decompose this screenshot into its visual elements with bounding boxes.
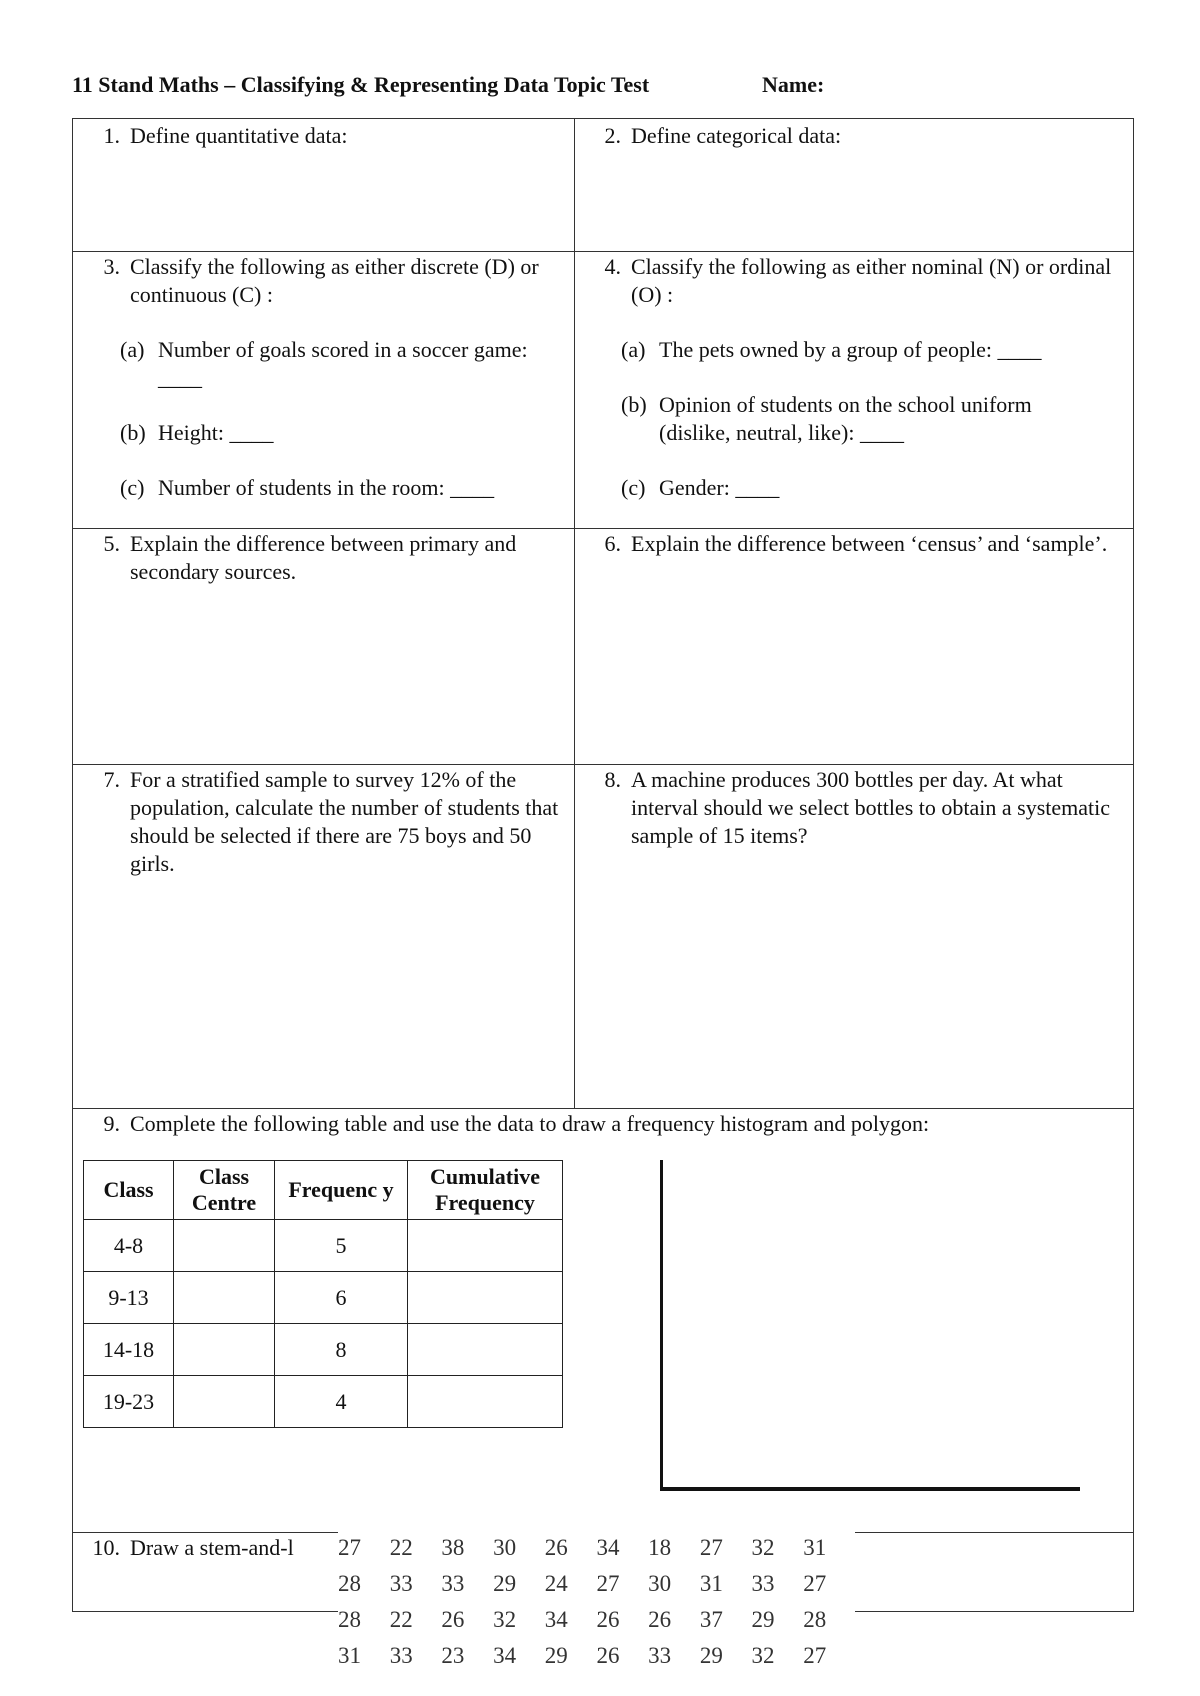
data-value: 23 [441,1643,465,1668]
stem-leaf-data-block [338,1530,855,1674]
histogram-y-axis [660,1160,663,1490]
frequency-table [83,1160,563,1428]
class-cell: 9-13 [84,1272,174,1324]
question-number: 6. [604,531,621,556]
question-3a [120,336,540,392]
question-7 [82,766,562,878]
question-text: Draw a stem-and-l [130,1535,294,1560]
class-cell: 4-8 [84,1220,174,1272]
data-value: 29 [544,1643,568,1668]
data-value: 31 [803,1535,827,1560]
class-cell: 19-23 [84,1376,174,1428]
data-value: 38 [441,1535,465,1560]
part-text: Number of goals scored in a soccer game: ____ [158,337,528,390]
part-text: Opinion of students on the school uniform (dislike, neutral, like): ____ [659,392,1032,445]
question-4 [583,253,1123,309]
data-value: 28 [338,1571,361,1596]
data-value: 28 [803,1607,827,1632]
question-4c [621,474,1091,502]
part-text: The pets owned by a group of people: ____ [659,337,1042,362]
data-value: 29 [493,1571,517,1596]
cumulative-frequency-cell[interactable] [408,1376,563,1428]
question-text: Complete the following table and use the data to draw a frequency histogram and polygon: [130,1111,930,1136]
class-centre-cell[interactable] [174,1324,275,1376]
question-2 [583,122,1123,150]
column-header: Class [84,1161,174,1220]
question-10 [82,1534,382,1562]
data-value: 18 [648,1535,672,1560]
table-row [84,1324,563,1376]
table-header-row [84,1161,563,1220]
data-value: 31 [338,1643,361,1668]
data-value: 24 [544,1571,568,1596]
question-text: A machine produces 300 bottles per day. At what interval should we select bottles to obtain a systematic sample of 15 items? [631,767,1110,848]
question-text: Classify the following as either nominal (N) or ordinal (O) : [631,254,1112,307]
class-centre-cell[interactable] [174,1376,275,1428]
question-number: 9. [103,1111,120,1136]
data-value: 30 [493,1535,517,1560]
data-value: 30 [648,1571,672,1596]
part-label: (c) [621,475,646,500]
question-number: 3. [103,254,120,279]
grid-line [1133,118,1134,1612]
question-1 [82,122,562,150]
data-row [338,1602,855,1638]
column-header: Class Centre [174,1161,275,1220]
question-number: 8. [604,767,621,792]
data-value: 29 [699,1643,723,1668]
data-row [338,1566,855,1602]
data-value: 31 [699,1571,723,1596]
question-4b [621,391,1091,447]
part-label: (b) [621,392,647,417]
test-title: 11 Stand Maths – Classifying & Representing Data Topic Test [72,72,650,97]
data-value: 27 [699,1535,723,1560]
data-value: 37 [699,1607,723,1632]
grid-line [72,528,1134,529]
data-value: 32 [751,1643,775,1668]
data-value: 28 [338,1607,361,1632]
question-4a [621,336,1091,364]
column-header: Frequenc y [275,1161,408,1220]
cumulative-frequency-cell[interactable] [408,1324,563,1376]
question-number: 4. [604,254,621,279]
data-value: 27 [803,1643,827,1668]
data-value: 22 [389,1535,413,1560]
data-value: 26 [441,1607,465,1632]
frequency-cell: 6 [275,1272,408,1324]
data-value: 26 [596,1643,620,1668]
question-text: Define categorical data: [631,123,842,148]
data-value: 33 [441,1571,465,1596]
part-label: (a) [120,337,145,362]
question-text: Classify the following as either discrete (D) or continuous (C) : [130,254,539,307]
table-row [84,1376,563,1428]
table-row [84,1272,563,1324]
data-value: 33 [389,1571,413,1596]
data-value: 34 [544,1607,568,1632]
data-value: 34 [596,1535,620,1560]
question-3 [82,253,562,309]
frequency-cell: 4 [275,1376,408,1428]
data-value: 26 [596,1607,620,1632]
class-centre-cell[interactable] [174,1220,275,1272]
data-value: 27 [596,1571,620,1596]
question-text: Explain the difference between primary and secondary sources. [130,531,517,584]
frequency-cell: 8 [275,1324,408,1376]
data-row [338,1530,855,1566]
class-cell: 14-18 [84,1324,174,1376]
question-text: Define quantitative data: [130,123,348,148]
question-6 [583,530,1123,558]
question-number: 7. [103,767,120,792]
grid-line [72,118,73,1612]
column-header: Cumulative Frequency [408,1161,563,1220]
question-3b [120,419,540,447]
data-row [338,1638,855,1674]
question-3c [120,474,570,502]
question-number: 2. [604,123,621,148]
frequency-cell: 5 [275,1220,408,1272]
data-value: 27 [803,1571,827,1596]
data-value: 27 [338,1535,361,1560]
data-value: 32 [493,1607,517,1632]
data-value: 29 [751,1607,775,1632]
question-number: 1. [103,123,120,148]
cumulative-frequency-cell[interactable] [408,1272,563,1324]
class-centre-cell[interactable] [174,1272,275,1324]
question-5 [82,530,562,586]
question-text: Explain the difference between ‘census’ and ‘sample’. [631,531,1108,556]
grid-line [72,251,1134,252]
data-value: 22 [389,1607,413,1632]
grid-line [72,1108,1134,1109]
grid-line [574,118,575,1108]
data-value: 34 [493,1643,517,1668]
data-value: 26 [544,1535,568,1560]
part-text: Height: ____ [158,420,274,445]
data-value: 33 [751,1571,775,1596]
data-value: 33 [648,1643,672,1668]
cumulative-frequency-cell[interactable] [408,1220,563,1272]
part-text: Gender: ____ [659,475,780,500]
question-number: 10. [92,1535,120,1560]
question-8 [583,766,1123,850]
question-text: For a stratified sample to survey 12% of the population, calculate the number of students that should be selected if there are 75 boys and 50 girls. [130,767,559,876]
grid-line [72,118,1134,119]
data-value: 26 [648,1607,672,1632]
part-label: (a) [621,337,646,362]
part-text: Number of students in the room: ____ [158,475,495,500]
table-row [84,1220,563,1272]
data-value: 33 [389,1643,413,1668]
part-label: (c) [120,475,145,500]
part-label: (b) [120,420,146,445]
data-value: 32 [751,1535,775,1560]
name-label: Name: [762,72,825,97]
question-number: 5. [103,531,120,556]
question-9 [82,1110,1122,1138]
histogram-x-axis [660,1487,1080,1491]
grid-line [72,764,1134,765]
test-header [72,72,825,98]
